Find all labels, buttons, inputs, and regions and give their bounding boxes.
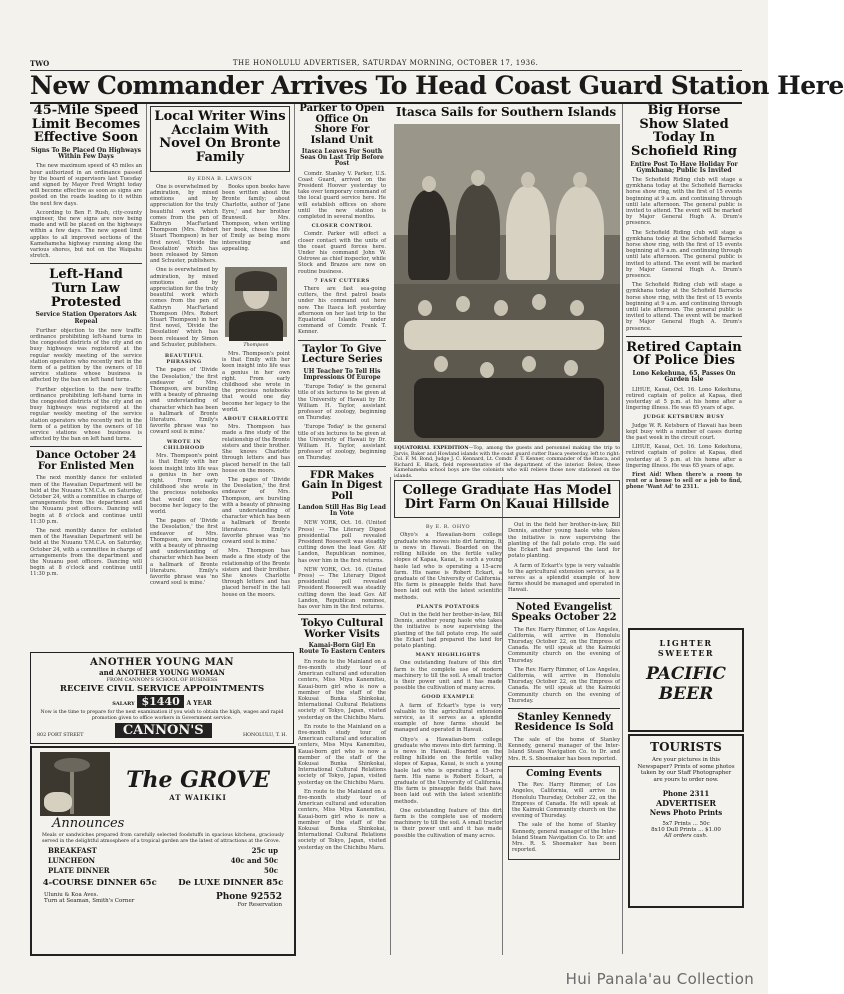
novel-subhead-2: WROTE IN CHILDHOOD	[163, 438, 205, 451]
banner-headline: New Commander Arrives To Head Coast Guard Station Here	[30, 70, 742, 104]
parker-body-2: Comdr. Parker will effect a closer contact with the units of the coast guard forces here. Under his command John W. Ostrowe as chief inspector, while Stock and Brazos are now on routine business.	[298, 231, 386, 275]
parker-headline: Parker to Open Office On Shore For Island Unit	[299, 103, 385, 146]
left-turn-subhead: Service Station Operators Ask Repeal	[35, 311, 137, 325]
pacific-beer-ad	[628, 628, 744, 732]
dirt-farm-body-4b: Ohyo's a Hawaiian-born college graduate who moves into dirt farming. It is news in Hawaii. Boarded on the rolling hillside on the fertile valley slopes of Kapaa, Kauai, is such a young haole lad who is operating a 15-acre farm. His name is Robert Eckart, a graduate of the University of California. His farm is pineapple fields that have been laid out with the latest scientific methods.	[394, 736, 502, 805]
grove-lunch: LUNCHEON	[48, 856, 96, 865]
column-3	[298, 104, 386, 954]
grove-lunch-price: 40c and 50c	[230, 856, 278, 865]
novel-body-4: Mrs. Thompson's point is that Emily with her keen insight into life was a genius in her own right. From early childhood she wrote in the precious notebooks that would one day become her legacy to the world.	[150, 453, 218, 515]
dirt-farm-body-4: A farm of Eckart's type is very valuable to the agricultural extension service, as it serves as a splendid example of how farms should be managed and operated in Hawaii.	[394, 702, 502, 734]
left-turn-body: Further objection to the new traffic ordinance prohibiting left-hand turns in the congested districts of the city and on busy highways was registered at the regular weekly meeting of the service station operators who recently met in the form of a petition by the owners of 18 service stations whose business is affected by the ban on left hand turns.	[30, 327, 142, 384]
grove-phone: 92552	[250, 892, 282, 902]
tokyo-body: En route to the Mainland on a five-month study tour of American cultural and education centers, Miss Miya Kanemitsu, Kauai-born girl who is now a member of the staff of the Kokusai Bunka Shinkokai, International Cultural Relations society of Tokyo, Japan, visited yesterday on the Chichibu Maru.	[298, 658, 386, 721]
novel-body-1: One is overwhelmed by admiration, by mixed emotions and by appreciation for the truly beautiful work which comes from the pen of Kathryn MacFarland Thompson (Mrs. Robert Stuart Thompson) in her first novel, 'Divide the Desolation' which has been released by Simon and Schuster, publishers.	[150, 183, 218, 265]
novel-body-3b: Mrs. Thompson's point is that Emily with her keen insight into life was a genius in her own right. From early childhood she wrote in the precious notebooks that would one day become her legacy to the world.	[222, 351, 290, 413]
parker-subhead: Itasca Leaves For South Seas On Last Trip Before Post	[300, 148, 384, 168]
cannons-logo: CANNON'S	[115, 723, 212, 738]
speed-limit-body: The new maximum speed of 45 miles an hour authorized in an ordinance passed by the board of supervisors last Tuesday and signed by Mayor Fred Wright today will become effective as soon as signs are posted on the roads leading to it within the next few days.	[30, 163, 142, 207]
author-portrait	[225, 267, 287, 337]
fdr-body: NEW YORK, Oct. 16. (United Press) — The Literary Digest presidential poll revealed President Roosevelt was steadily cutting down the lead Gov. Alf Landon, Republican nominee, has over him in the first returns.	[298, 520, 386, 564]
page-label: TWO	[30, 58, 50, 68]
grove-phone-label: Phone	[215, 892, 248, 902]
evangelist-headline: Noted Evangelist Speaks October 22	[511, 601, 617, 624]
speed-limit-body-2: According to Ben F. Rush, city-county engineer, the new signs are now being made and will be placed on the highways within a few days. The new speed limit applies to all improved sections of the Kamehameha highway running along the various shores, but not on the Waipahu stretch.	[30, 209, 142, 260]
masthead	[30, 56, 742, 71]
horse-show-subhead: Entire Post To Have Holiday For Gymkhana; Public Is Invited	[630, 160, 738, 174]
police-body-2: Judge W. R. Ketsburn of Hawaii has been kept busy with a number of cases during the past week in the circuit court.	[626, 422, 742, 441]
dirt-farm-body-2: Out in the field her brother-in-law, Bill Dennis, another young haole who takes the initiative is now supervising the planting of the fall potato crop. He said the Eckart had prepared the land for potato planting.	[394, 611, 502, 649]
grove-address-2: Turn at Seaman, Smith's Corner	[44, 898, 135, 904]
grove-breakfast-price: 25c up	[251, 846, 278, 855]
police-body-3: LIHUE, Kauai, Oct. 16. Lono Kekehuna, retired captain of police at Kapaa, died yesterday at 5 p.m. at his home after a lingering illness. He was 65 years of age.	[626, 444, 742, 469]
horse-show-body: The Schofield Riding club will stage a gymkhana today at the Schofield Barracks horse show ring, with the first of 15 events beginning at 9 a.m. and continuing through until late afternoon. The general public is invited to attend. The event will be marked by Major General Hugh A. Drum's presence.	[626, 176, 742, 227]
taylor-subhead: UH Teacher To Tell His Impressions Of Europe	[303, 367, 381, 381]
ad-body: Now is the time to prepare for the next examination if you wish to obtain the high, wages and rapid promotion given to office workers in Government service.	[40, 710, 284, 721]
dance-body: The next monthly dance for enlisted men of the Hawaiian Department will be held at the Nuuanu Y.M.C.A. on Saturday, October 24, with a committee in charge of arrangements from the department and the Nuuanu post officers. Dancing will begin at 8 o'clock and continue until 11:30 p.m.	[30, 475, 142, 525]
novel-subhead-3: ABOUT CHARLOTTE	[223, 416, 289, 423]
caption-text: —Top, among the guests and personnel making the trip to Jarvis, Baker and Howland islands with the coast guard cutter Itasca yesterday, left to right: Col. F. M. Bond, Judge J. C. Kennard, Lt. Comdr. F. T. Kenner, commander of the Itasca, and Richard E. Black, field representative of the department of the interior. Below, these Kamehameha school boys are the colonists who will relieve those now stationed on the islands.	[394, 446, 621, 479]
ad-salary-label: SALARY	[112, 701, 135, 707]
ad-young-man: ANOTHER YOUNG MAN	[89, 657, 235, 668]
grove-illustration	[40, 752, 110, 816]
taylor-headline: Taylor To Give Lecture Series	[301, 343, 383, 366]
masthead-title: THE HONOLULU ADVERTISER, SATURDAY MORNING, OCTOBER 17, 1936.	[232, 59, 539, 67]
police-body: LIHUE, Kauai, Oct. 16. Lono Kekehuna, retired captain of police at Kapaa, died yesterday at 5 p.m. at his home after a lingering illness. He was 65 years of age.	[626, 386, 742, 412]
tourists-heading: TOURISTS	[650, 740, 722, 754]
left-turn-headline: Left-Hand Turn Law Protested	[49, 267, 123, 310]
itasca-photo-caption	[394, 445, 621, 479]
ad-appointments: RECEIVE CIVIL SERVICE APPOINTMENTS	[59, 684, 265, 694]
tourists-body: Are your pictures in this Newspaper? Prints of some photos taken by our Staff Photographer are yours to order now.	[637, 757, 735, 783]
police-subhead: Lono Kekehuna, 65, Passes On Garden Isle	[632, 370, 736, 384]
coming-events-body-b: The sale of the home of Stanley Kennedy, general manager of the Inter-Island Steam Navigation Co. to Dr. and Mrs. R. S. Shoemaker has been reported.	[512, 822, 616, 854]
itasca-headline: Itasca Sails for Southern Islands	[395, 105, 617, 119]
fdr-subhead: Landon Still Has Big Lead In Vote	[298, 504, 386, 518]
horse-show-body-c: The Schofield Riding club will stage a gymkhana today at the Schofield Barracks horse show ring, with the first of 15 events beginning at 9 a.m. and continuing through until late afternoon. The general public is invited to attend. The event will be marked by Major General Hugh A. Drum's presence.	[626, 282, 742, 332]
police-headline: Retired Captain Of Police Dies	[626, 339, 742, 369]
dirt-farm-subhead-3: GOOD EXAMPLE	[421, 694, 475, 701]
grove-ad	[30, 746, 296, 956]
grove-phone-sub: For Reservation	[237, 902, 282, 908]
column-4-5	[394, 478, 620, 956]
tourists-dept: News Photo Prints	[649, 808, 723, 817]
horse-show-headline: Big Horse Show Slated Today In Schofield Ring	[631, 103, 737, 159]
fdr-headline: FDR Makes Gain In Digest Poll	[301, 469, 383, 502]
dance-headline: Dance October 24 For Enlisted Men	[35, 450, 137, 472]
first-aid-text: First Aid! When there's a room to rent or a house to sell or a job to find, phone 'Want Ad' to 2311.	[626, 471, 742, 491]
dirt-farm-subhead-2: MANY HIGHLIGHTS	[415, 652, 481, 659]
caption-lead: EQUATORIAL EXPEDITION	[394, 445, 469, 451]
dirt-farm-body-6: A farm of Eckart's type is very valuable to the agricultural extension service, as it serves as a splendid example of how farms should be managed and operated in Hawaii.	[508, 562, 620, 594]
grove-body: Meals or sandwiches prepared from carefully selected foodstuffs in spacious kitchens, graciously served in the delightful atmosphere of a tropical garden are the latest of attractions at the Grove.	[42, 833, 284, 844]
parker-body-1: Comdr. Stanley V. Parker, U.S. Coast Guard, arrived on the President Hoover yesterday to take over temporary command of the local guard service here. He will establish offices on shore until the new station is completed in several months.	[298, 170, 386, 221]
dance-body-repeat: The next monthly dance for enlisted men of the Hawaiian Department will be held at the Nuuanu Y.M.C.A. on Saturday, October 24, with a committee in charge of arrangements from the department and the Nuuanu post officers. Dancing will begin at 8 o'clock and continue until 11:30 p.m.	[30, 527, 142, 578]
column-2	[150, 104, 290, 649]
novel-body-5c: Mrs. Thompson has made a fine study of the relationship of the Bronte sisters and their brother. She knows Charlotte through letters and has placed herself in the tall house on the moors.	[222, 548, 290, 598]
ad-salary-suffix: A YEAR	[186, 700, 212, 707]
novel-body-2b: One is overwhelmed by admiration, by mixed emotions and by appreciation for the truly beautiful work which comes from the pen of Kathryn MacFarland Thompson (Mrs. Robert Stuart Thompson) in her first novel, 'Divide the Desolation' which has been released by Simon and Schuster, publishers.	[150, 267, 218, 348]
novel-byline: By EDNA B. LAWSON	[187, 175, 253, 182]
collection-watermark: Hui Panala'au Collection	[565, 970, 754, 988]
parker-body-3: There are fast sea-going cutters, the first patrol boats under his command out here now. The Itasca left yesterday afternoon on her last trip to the Equatorial Islands under command of Comdr. Frank T. Kenner.	[298, 286, 386, 336]
tourists-price-2: 8x10 Dull Prints ... $1.00	[651, 827, 721, 833]
dirt-farm-body-5: Out in the field her brother-in-law, Bill Dennis, another young haole who takes the initiative is now supervising the planting of the fall potato crop. He said the Eckart had prepared the land for potato planting.	[508, 522, 620, 560]
novel-body-3: The pages of 'Divide the Desolation,' the first endeavor of Mrs. Thompson, are bursting with a beauty of phrasing and understanding of character which has been a hallmark of Bronte literature. Emily's favorite phrase was 'no coward soul is mine.'	[150, 367, 218, 436]
tourists-ad	[628, 734, 744, 908]
ad-salary: $1440	[137, 695, 183, 708]
speed-limit-headline: 45-Mile Speed Limit Becomes Effective Soon	[31, 103, 141, 146]
tourists-advertiser: ADVERTISER	[655, 798, 717, 808]
kennedy-body: The sale of the home of Stanley Kennedy, general manager of the Inter-Island Steam Navigation Co. to Dr. and Mrs. R. S. Shoemaker has been reported.	[508, 736, 620, 762]
evangelist-body-b: The Rev. Harry Rimmer, of Los Angeles, California, will arrive in Honolulu Thursday, October 22, on the Empress of Canada. He will speak at the Kaimuki Community church on the evening of Thursday.	[508, 666, 620, 704]
dirt-farm-body-1: Ohyo's a Hawaiian-born college graduate who moves into dirt farming. It is news in Hawaii. Boarded on the rolling hillside on the fertile valley slopes of Kapaa, Kauai, is such a young haole lad who is operating a 15-acre farm. His name is Robert Eckart, a graduate of the University of California. His farm is pineapple fields that have been laid out with the latest scientific methods.	[394, 532, 502, 601]
author-portrait-caption: Thompson	[243, 343, 269, 348]
speed-limit-subhead: Signs To Be Placed On Highways Within Few Days	[30, 146, 141, 161]
beer-beer: BEER	[658, 684, 714, 704]
grove-subtitle: AT WAIKIKI	[169, 792, 227, 802]
tourists-phone: Phone 2311	[662, 789, 710, 798]
dirt-farm-body-3: One outstanding feature of this dirt farm is the complete use of modern machinery to till the soil. A small tractor is their power unit and it has made possible the cultivation of many acres.	[394, 660, 502, 692]
column-6	[626, 104, 742, 624]
police-subhead-2: JUDGE KETSBURN BUSY	[643, 414, 725, 421]
ad-young-woman: and ANOTHER YOUNG WOMAN	[99, 668, 225, 677]
beer-sweeter: SWEETER	[657, 648, 715, 658]
dirt-farm-subhead-1: PLANTS POTATOES	[416, 603, 480, 610]
beer-pacific: PACIFIC	[646, 664, 726, 684]
novel-headline: Local Writer Wins Acclaim With Novel On Bronte Family	[154, 109, 286, 165]
cannons-city: HONOLULU, T. H.	[242, 733, 287, 738]
parker-subhead-2: CLOSER CONTROL	[311, 223, 373, 230]
tourists-note: All orders cash.	[664, 833, 708, 839]
dirt-farm-body-4c: One outstanding feature of this dirt farm is the complete use of modern machinery to till the soil. A small tractor is their power unit and it has made possible the cultivation of many acres.	[394, 807, 502, 839]
evangelist-body: The Rev. Harry Rimmer, of Los Angeles, California, will arrive in Honolulu Thursday, October 22, on the Empress of Canada. He will speak at the Kaimuki Community church on the evening of Thursday.	[508, 626, 620, 664]
novel-body-5: Mrs. Thompson has made a fine study of the relationship of the Bronte sisters and their brother. She knows Charlotte through letters and has placed herself in the tall house on the moors.	[222, 424, 290, 474]
kennedy-headline: Stanley Kennedy Residence Is Sold	[514, 711, 614, 734]
tourists-price-1: 5x7 Prints ... 50c	[662, 821, 710, 827]
grove-announces: Announces	[52, 816, 125, 831]
horse-show-body-b: The Schofield Riding club will stage a gymkhana today at the Schofield Barracks horse show ring, with the first of 15 events beginning at 9 a.m. and continuing through until late afternoon. The general public is invited to attend. The event will be marked by Major General Hugh A. Drum's presence.	[626, 229, 742, 280]
cannons-address: 802 FORT STREET	[37, 733, 84, 738]
grove-deluxe: De LUXE DINNER 85c	[178, 878, 284, 888]
grove-address: Uluniu & Koa Aves.	[44, 892, 99, 898]
novel-body-5b: The pages of 'Divide the Desolation,' the first endeavor of Mrs. Thompson, are bursting with a beauty of phrasing and understanding of character which has been a hallmark of Bronte literature. Emily's favorite phrase was 'no coward soul is mine.'	[222, 476, 290, 545]
grove-breakfast: BREAKFAST	[48, 846, 97, 855]
dirt-farm-byline: By E. R. OHYO	[425, 524, 471, 531]
coming-events-heading: Coming Events	[526, 768, 602, 779]
ad-school: FROM CANNON'S SCHOOL OF BUSINESS	[106, 677, 218, 683]
left-turn-body-repeat: Further objection to the new traffic ordinance prohibiting left-hand turns in the congested districts of the city and on busy highways was registered at the regular weekly meeting of the service station operators who recently met in the form of a petition by the owners of 18 service stations whose business is affected by the ban on left hand turns.	[30, 386, 142, 443]
fdr-body-b: NEW YORK, Oct. 16. (United Press) — The Literary Digest presidential poll revealed President Roosevelt was steadily cutting down the lead Gov. Alf Landon, Republican nominee, has over him in the first returns.	[298, 566, 386, 611]
novel-subhead-1: BEAUTIFUL PHRASING	[164, 353, 204, 366]
novel-body-2: Books upon books have been written about the Bronte family; about Charlotte, author of 'Jane Eyre,' and her brother Branwell. Mrs. Thompson, when writing her book, chose the life of Emily as being more interesting and appealing.	[222, 183, 290, 252]
tokyo-subhead: Kamai-Born Girl En Route To Eastern Centers	[298, 642, 386, 656]
taylor-body-b: 'Europe Today' is the general title of six lectures to be given at the University of Hawaii by Dr. William H. Taylor, assistant professor of zoology, beginning on Thursday.	[298, 424, 386, 462]
tokyo-body-c: En route to the Mainland on a five-month study tour of American cultural and education centers, Miss Miya Kanemitsu, Kauai-born girl who is now a member of the staff of the Kokusai Bunka Shinkokai, International Cultural Relations society of Tokyo, Japan, visited yesterday on the Chichibu Maru.	[298, 788, 386, 851]
tokyo-headline: Tokyo Cultural Worker Visits	[300, 618, 384, 640]
tokyo-body-b: En route to the Mainland on a five-month study tour of American cultural and education centers, Miss Miya Kanemitsu, Kauai-born girl who is now a member of the staff of the Kokusai Bunka Shinkokai, International Cultural Relations society of Tokyo, Japan, visited yesterday on the Chichibu Maru.	[298, 723, 386, 786]
beer-lighter: LIGHTER	[659, 638, 713, 648]
dirt-farm-headline: College Graduate Has Model Dirt Farm On Kauai Hillside	[402, 483, 612, 512]
novel-body-4b: The pages of 'Divide the Desolation,' the first endeavor of Mrs. Thompson, are bursting with a beauty of phrasing and understanding of character which has been a hallmark of Bronte literature. Emily's favorite phrase was 'no coward soul is mine.'	[150, 518, 218, 587]
cannons-school-ad	[30, 652, 294, 744]
coming-events-body: The Rev. Harry Rimmer, of Los Angeles, California, will arrive in Honolulu Thursday, October 22, on the Empress of Canada. He will speak at the Kaimuki Community church on the evening of Thursday.	[512, 782, 616, 820]
grove-plate: PLATE DINNER	[48, 866, 110, 875]
column-1	[30, 104, 142, 648]
grove-4-course: 4-COURSE DINNER 65c	[42, 878, 157, 888]
taylor-body: 'Europe Today' is the general title of six lectures to be given at the University of Hawaii by Dr. William H. Taylor, assistant professor of zoology, beginning on Thursday.	[298, 384, 386, 422]
grove-title: The GROVE	[126, 766, 270, 793]
itasca-group-photo	[394, 124, 620, 442]
parker-subhead-3: 7 FAST CUTTERS	[314, 277, 370, 284]
grove-plate-price: 50c	[263, 866, 278, 875]
